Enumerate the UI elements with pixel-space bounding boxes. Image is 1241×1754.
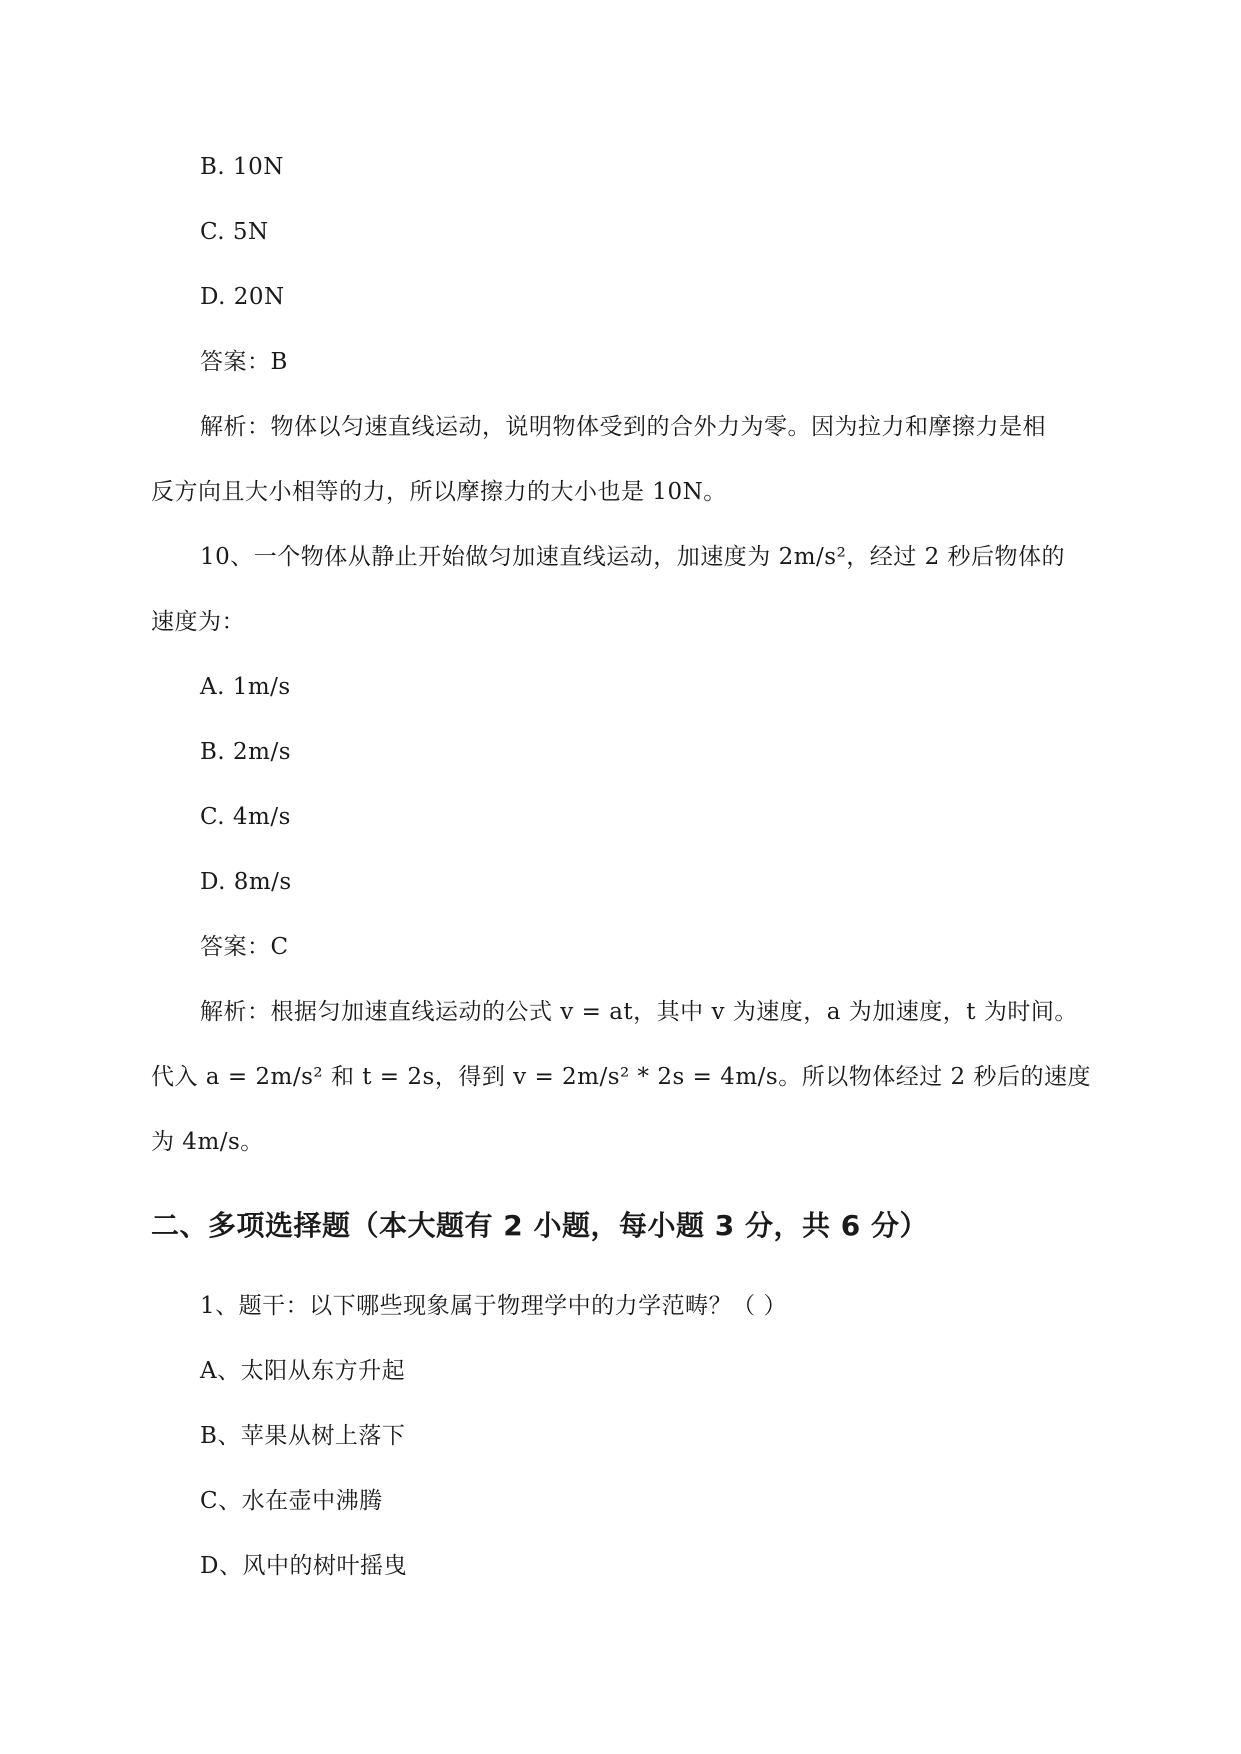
mc-q1-option-c: C、水在壶中沸腾: [200, 1488, 383, 1514]
mc-q1-stem: 1、题干：以下哪些现象属于物理学中的力学范畴？（ ）: [200, 1293, 787, 1319]
q9-option-d: D. 20N: [200, 284, 285, 310]
q9-analysis-line-1: 解析：物体以匀速直线运动，说明物体受到的合外力为零。因为拉力和摩擦力是相: [200, 414, 1046, 440]
q10-option-a: A. 1m/s: [200, 674, 291, 700]
mc-q1-option-a: A、太阳从东方升起: [200, 1358, 406, 1384]
q9-option-b: B. 10N: [200, 154, 284, 180]
q10-stem-line-2: 速度为：: [151, 609, 245, 635]
mc-q1-option-b: B、苹果从树上落下: [200, 1423, 406, 1449]
q10-answer: 答案：C: [200, 934, 289, 960]
q9-analysis-line-2: 反方向且大小相等的力，所以摩擦力的大小也是 10N。: [151, 479, 727, 505]
q10-option-c: C. 4m/s: [200, 804, 291, 830]
q10-analysis-line-1: 解析：根据匀加速直线运动的公式 v = at，其中 v 为速度，a 为加速度，t 为时间。: [200, 999, 1078, 1025]
q9-option-c: C. 5N: [200, 219, 269, 245]
q10-analysis-line-3: 为 4m/s。: [151, 1129, 264, 1155]
q9-answer: 答案：B: [200, 349, 288, 375]
q10-option-b: B. 2m/s: [200, 739, 292, 765]
q10-option-d: D. 8m/s: [200, 869, 292, 895]
q10-analysis-line-2: 代入 a = 2m/s² 和 t = 2s，得到 v = 2m/s² * 2s = 4m/s。所以物体经过 2 秒后的速度: [151, 1064, 1091, 1090]
q10-stem-line-1: 10、一个物体从静止开始做匀加速直线运动，加速度为 2m/s²，经过 2 秒后物体的: [200, 544, 1066, 570]
section-heading: 二、多项选择题（本大题有 2 小题，每小题 3 分，共 6 分）: [151, 1209, 928, 1242]
mc-q1-option-d: D、风中的树叶摇曳: [200, 1553, 407, 1579]
